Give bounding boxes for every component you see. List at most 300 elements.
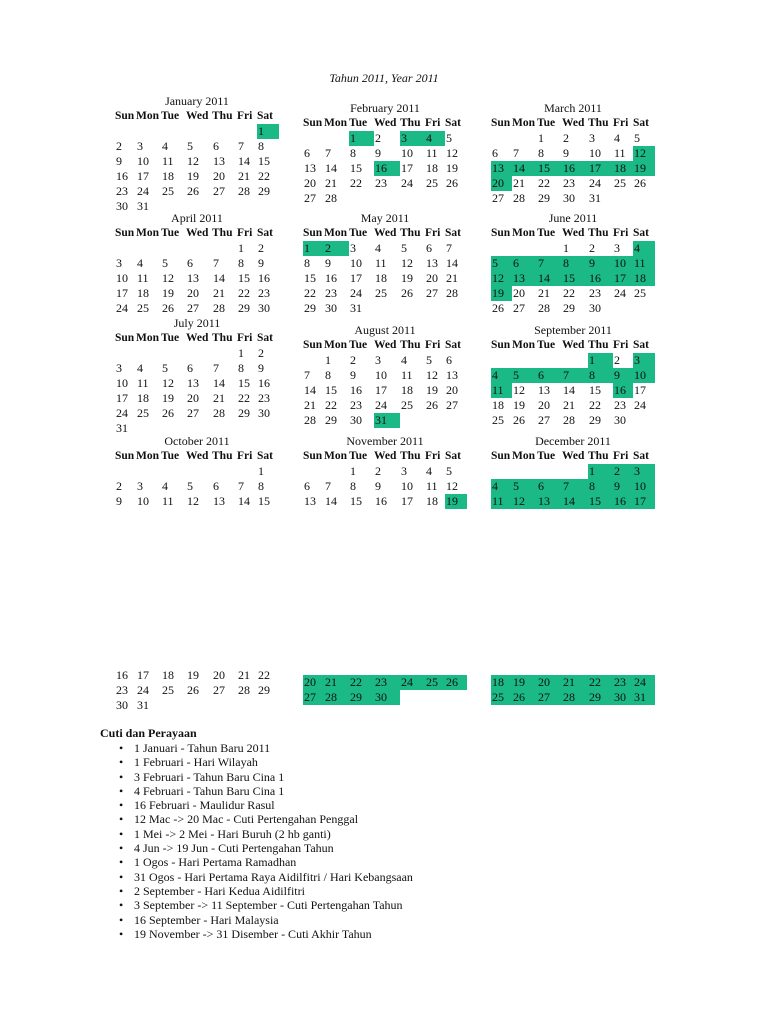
day-cell: 23 xyxy=(116,184,128,198)
day-cell: 10 xyxy=(375,368,387,382)
day-cell: 24 xyxy=(634,398,646,412)
week-row xyxy=(303,383,467,398)
empty-cell xyxy=(491,131,512,146)
week-row xyxy=(491,146,655,161)
day-header: Tue xyxy=(537,117,556,129)
week-row xyxy=(303,191,467,206)
empty-cell xyxy=(161,124,186,139)
day-cell: 26 xyxy=(162,301,174,315)
day-cell: 7 xyxy=(213,361,219,375)
day-cell: 31 xyxy=(589,191,601,205)
day-cell: 3 xyxy=(350,241,356,255)
holiday-day-cell: 25 xyxy=(425,675,445,690)
day-cell: 18 xyxy=(426,494,438,508)
day-cell: 15 xyxy=(350,494,362,508)
day-header: Sun xyxy=(115,332,135,344)
day-cell: 20 xyxy=(187,391,199,405)
month-calendar xyxy=(491,323,655,428)
day-header: Wed xyxy=(186,110,209,122)
holiday-day-cell: 11 xyxy=(491,383,512,398)
week-row xyxy=(303,479,467,494)
empty-cell xyxy=(562,353,588,368)
empty-cell xyxy=(400,191,425,206)
week-row xyxy=(491,494,655,509)
day-header: Wed xyxy=(562,227,585,239)
day-cell: 31 xyxy=(137,698,149,712)
day-cell: 10 xyxy=(401,479,413,493)
day-header: Tue xyxy=(161,332,180,344)
week-row xyxy=(115,698,279,713)
day-cell: 11 xyxy=(137,271,149,285)
day-cell: 16 xyxy=(258,271,270,285)
day-cell: 20 xyxy=(213,668,225,682)
day-cell: 7 xyxy=(238,139,244,153)
day-cell: 3 xyxy=(589,131,595,145)
day-cell: 24 xyxy=(375,398,387,412)
empty-cell xyxy=(491,464,512,479)
holiday-day-cell: 7 xyxy=(562,368,588,383)
day-header: Sat xyxy=(445,227,461,239)
holiday-item-text: 3 Februari - Tahun Baru Cina 1 xyxy=(134,769,285,784)
bullet-icon: • xyxy=(119,855,124,870)
day-header: Sat xyxy=(257,450,273,462)
day-cell: 10 xyxy=(401,146,413,160)
day-cell: 5 xyxy=(446,464,452,478)
day-cell: 4 xyxy=(137,361,143,375)
day-cell: 22 xyxy=(258,668,270,682)
day-cell: 22 xyxy=(589,398,601,412)
day-header: Tue xyxy=(349,227,368,239)
empty-cell xyxy=(349,191,374,206)
holiday-day-cell: 28 xyxy=(562,690,588,705)
day-cell: 19 xyxy=(513,398,525,412)
week-row xyxy=(491,464,655,479)
day-cell: 17 xyxy=(116,391,128,405)
day-cell: 8 xyxy=(350,479,356,493)
holiday-day-cell: 20 xyxy=(303,675,324,690)
day-cell: 26 xyxy=(492,301,504,315)
day-cell: 28 xyxy=(238,683,250,697)
week-row xyxy=(491,256,655,271)
bullet-icon: • xyxy=(119,769,124,784)
day-cell: 16 xyxy=(350,383,362,397)
holiday-day-cell: 7 xyxy=(562,479,588,494)
week-row xyxy=(303,690,467,705)
day-cell: 25 xyxy=(401,398,413,412)
day-cell: 22 xyxy=(325,398,337,412)
day-cell: 4 xyxy=(162,479,168,493)
day-header: Thu xyxy=(588,339,609,351)
day-cell: 9 xyxy=(116,154,122,168)
day-cell: 4 xyxy=(162,139,168,153)
day-cell: 5 xyxy=(162,361,168,375)
empty-cell xyxy=(537,353,562,368)
holiday-day-cell: 30 xyxy=(613,690,633,705)
day-cell: 14 xyxy=(325,494,337,508)
day-cell: 14 xyxy=(563,383,575,397)
week-row xyxy=(115,286,279,301)
holiday-day-cell: 19 xyxy=(445,494,467,509)
day-cell: 5 xyxy=(162,256,168,270)
empty-cell xyxy=(115,464,136,479)
day-cell: 26 xyxy=(187,184,199,198)
holiday-day-cell: 21 xyxy=(562,675,588,690)
day-cell: 14 xyxy=(238,494,250,508)
day-cell: 26 xyxy=(446,176,458,190)
holiday-day-cell: 27 xyxy=(537,690,562,705)
day-cell: 7 xyxy=(325,146,331,160)
day-cell: 25 xyxy=(137,406,149,420)
week-row xyxy=(491,271,655,286)
day-cell: 4 xyxy=(614,131,620,145)
day-cell: 3 xyxy=(614,241,620,255)
empty-cell xyxy=(400,690,425,705)
day-cell: 3 xyxy=(137,139,143,153)
day-cell: 16 xyxy=(116,169,128,183)
empty-cell xyxy=(613,191,633,206)
day-header: Fri xyxy=(237,450,253,462)
month-title: June 2011 xyxy=(548,211,598,225)
month-title: January 2011 xyxy=(165,94,229,108)
holiday-item xyxy=(100,841,520,855)
day-cell: 27 xyxy=(187,406,199,420)
holiday-day-cell: 15 xyxy=(562,271,588,286)
day-cell: 15 xyxy=(258,494,270,508)
day-cell: 8 xyxy=(238,256,244,270)
day-header: Thu xyxy=(400,339,421,351)
week-row xyxy=(491,191,655,206)
holiday-item xyxy=(100,898,520,912)
day-cell: 18 xyxy=(162,169,174,183)
holiday-day-cell: 13 xyxy=(537,494,562,509)
holiday-day-cell: 14 xyxy=(512,161,537,176)
empty-cell xyxy=(136,464,161,479)
day-cell: 11 xyxy=(614,146,626,160)
day-header: Sat xyxy=(257,110,273,122)
day-cell: 28 xyxy=(238,184,250,198)
empty-cell xyxy=(186,346,212,361)
day-cell: 8 xyxy=(258,139,264,153)
day-cell: 7 xyxy=(304,368,310,382)
month-title: March 2011 xyxy=(544,101,602,115)
day-cell: 28 xyxy=(446,286,458,300)
day-cell: 30 xyxy=(325,301,337,315)
day-cell: 8 xyxy=(538,146,544,160)
week-row xyxy=(115,241,279,256)
holiday-day-cell: 4 xyxy=(633,241,655,256)
holiday-day-cell: 4 xyxy=(425,131,445,146)
day-header: Thu xyxy=(588,450,609,462)
day-cell: 20 xyxy=(426,271,438,285)
holiday-day-cell: 12 xyxy=(633,146,655,161)
day-cell: 23 xyxy=(116,683,128,697)
day-header: Tue xyxy=(349,450,368,462)
day-cell: 7 xyxy=(213,256,219,270)
week-row xyxy=(491,675,655,690)
empty-cell xyxy=(237,464,257,479)
holiday-day-cell: 15 xyxy=(588,494,613,509)
day-cell: 25 xyxy=(375,286,387,300)
day-cell: 20 xyxy=(213,169,225,183)
holiday-day-cell: 12 xyxy=(491,271,512,286)
holiday-item xyxy=(100,784,520,798)
day-cell: 2 xyxy=(258,241,264,255)
empty-cell xyxy=(186,464,212,479)
day-cell: 14 xyxy=(238,154,250,168)
day-cell: 9 xyxy=(325,256,331,270)
holiday-day-cell: 8 xyxy=(588,368,613,383)
bullet-icon: • xyxy=(119,755,124,770)
holiday-item-text: 16 Februari - Maulidur Rasul xyxy=(134,798,275,813)
day-header: Mon xyxy=(512,450,535,462)
day-cell: 14 xyxy=(213,271,225,285)
day-header: Mon xyxy=(324,450,347,462)
day-cell: 22 xyxy=(238,391,250,405)
holiday-item-text: 4 Februari - Tahun Baru Cina 1 xyxy=(134,783,285,798)
month-calendar xyxy=(303,434,467,509)
day-header: Mon xyxy=(324,339,347,351)
day-cell: 24 xyxy=(401,176,413,190)
holiday-day-cell: 9 xyxy=(613,368,633,383)
day-cell: 19 xyxy=(426,383,438,397)
day-cell: 21 xyxy=(563,398,575,412)
holiday-day-cell: 18 xyxy=(613,161,633,176)
holiday-day-cell: 23 xyxy=(613,675,633,690)
day-cell: 8 xyxy=(304,256,310,270)
day-cell: 18 xyxy=(137,391,149,405)
empty-cell xyxy=(212,698,237,713)
empty-cell xyxy=(425,413,445,428)
holiday-item-text: 19 November -> 31 Disember - Cuti Akhir Tahun xyxy=(134,926,372,941)
day-header: Tue xyxy=(537,339,556,351)
day-cell: 13 xyxy=(187,271,199,285)
page-title: Tahun 2011, Year 2011 xyxy=(329,71,439,85)
bullet-icon: • xyxy=(119,741,124,755)
week-row xyxy=(115,668,279,683)
day-header: Sat xyxy=(633,227,649,239)
day-cell: 26 xyxy=(162,406,174,420)
holiday-day-cell: 10 xyxy=(633,479,655,494)
day-cell: 22 xyxy=(238,286,250,300)
empty-cell xyxy=(633,301,655,316)
day-header: Wed xyxy=(374,450,397,462)
day-header: Fri xyxy=(613,227,629,239)
holiday-day-cell: 5 xyxy=(512,368,537,383)
day-cell: 8 xyxy=(238,361,244,375)
day-cell: 13 xyxy=(426,256,438,270)
empty-cell xyxy=(237,698,257,713)
day-cell: 30 xyxy=(563,191,575,205)
holiday-day-cell: 18 xyxy=(491,675,512,690)
holiday-items xyxy=(100,741,520,941)
day-cell: 30 xyxy=(350,413,362,427)
week-row xyxy=(491,690,655,705)
week-row xyxy=(115,683,279,698)
month-title: April 2011 xyxy=(171,211,223,225)
empty-cell xyxy=(324,131,349,146)
holiday-item-text: 2 September - Hari Kedua Aidilfitri xyxy=(134,883,305,898)
holiday-day-cell: 1 xyxy=(588,353,613,368)
day-cell: 6 xyxy=(426,241,432,255)
day-header: Mon xyxy=(324,227,347,239)
day-header: Sun xyxy=(115,110,135,122)
day-cell: 22 xyxy=(304,286,316,300)
empty-cell xyxy=(374,191,400,206)
holiday-day-cell: 16 xyxy=(562,161,588,176)
day-cell: 26 xyxy=(426,398,438,412)
day-cell: 28 xyxy=(538,301,550,315)
day-cell: 24 xyxy=(137,683,149,697)
day-cell: 5 xyxy=(446,131,452,145)
day-header: Fri xyxy=(425,339,441,351)
empty-cell xyxy=(237,124,257,139)
holiday-day-cell: 1 xyxy=(588,464,613,479)
day-cell: 21 xyxy=(213,286,225,300)
day-cell: 22 xyxy=(258,169,270,183)
day-cell: 24 xyxy=(137,184,149,198)
day-cell: 2 xyxy=(563,131,569,145)
day-cell: 9 xyxy=(258,256,264,270)
day-header: Mon xyxy=(324,117,347,129)
day-header: Thu xyxy=(588,117,609,129)
empty-cell xyxy=(374,301,400,316)
week-row xyxy=(303,368,467,383)
day-cell: 18 xyxy=(137,286,149,300)
bullet-icon: • xyxy=(119,926,124,941)
day-cell: 21 xyxy=(325,176,337,190)
holiday-day-cell: 28 xyxy=(324,690,349,705)
day-cell: 27 xyxy=(213,184,225,198)
day-cell: 4 xyxy=(401,353,407,367)
day-cell: 29 xyxy=(325,413,337,427)
empty-cell xyxy=(400,301,425,316)
day-cell: 26 xyxy=(401,286,413,300)
holiday-day-cell: 31 xyxy=(633,690,655,705)
day-header: Sun xyxy=(115,450,135,462)
day-cell: 25 xyxy=(162,683,174,697)
holiday-day-cell: 2 xyxy=(613,464,633,479)
day-cell: 27 xyxy=(492,191,504,205)
day-cell: 8 xyxy=(350,146,356,160)
week-row xyxy=(115,406,279,421)
day-header: Wed xyxy=(562,450,585,462)
day-cell: 17 xyxy=(634,383,646,397)
day-cell: 1 xyxy=(350,464,356,478)
holiday-day-cell: 8 xyxy=(588,479,613,494)
day-cell: 21 xyxy=(238,169,250,183)
day-cell: 4 xyxy=(137,256,143,270)
week-row xyxy=(491,131,655,146)
day-cell: 3 xyxy=(137,479,143,493)
day-header: Fri xyxy=(613,339,629,351)
week-row xyxy=(491,479,655,494)
day-cell: 29 xyxy=(258,184,270,198)
holiday-day-cell: 25 xyxy=(491,690,512,705)
day-header: Fri xyxy=(237,110,253,122)
empty-cell xyxy=(186,124,212,139)
day-cell: 7 xyxy=(446,241,452,255)
day-cell: 25 xyxy=(137,301,149,315)
empty-cell xyxy=(161,241,186,256)
day-cell: 9 xyxy=(563,146,569,160)
day-cell: 19 xyxy=(401,271,413,285)
holiday-item-text: 4 Jun -> 19 Jun - Cuti Pertengahan Tahun xyxy=(134,841,334,856)
day-cell: 10 xyxy=(116,376,128,390)
day-cell: 9 xyxy=(375,146,381,160)
day-cell: 2 xyxy=(350,353,356,367)
day-cell: 14 xyxy=(213,376,225,390)
day-cell: 16 xyxy=(258,376,270,390)
bullet-icon: • xyxy=(119,812,124,827)
holiday-day-cell: 12 xyxy=(512,494,537,509)
day-cell: 23 xyxy=(350,398,362,412)
empty-cell xyxy=(445,191,467,206)
week-row xyxy=(115,169,279,184)
holiday-day-cell: 11 xyxy=(633,256,655,271)
day-cell: 9 xyxy=(350,368,356,382)
holiday-day-cell: 10 xyxy=(613,256,633,271)
month-calendar xyxy=(303,101,467,206)
day-cell: 12 xyxy=(162,376,174,390)
holiday-day-cell: 17 xyxy=(613,271,633,286)
day-cell: 16 xyxy=(325,271,337,285)
holiday-item xyxy=(100,812,520,826)
empty-cell xyxy=(445,413,467,428)
holiday-item-text: 16 September - Hari Malaysia xyxy=(134,912,279,927)
holiday-day-cell: 8 xyxy=(562,256,588,271)
day-header: Wed xyxy=(562,339,585,351)
day-cell: 13 xyxy=(304,161,316,175)
bullet-icon: • xyxy=(119,798,124,813)
day-header: Wed xyxy=(186,450,209,462)
empty-cell xyxy=(212,124,237,139)
week-row xyxy=(115,391,279,406)
empty-cell xyxy=(303,131,324,146)
week-row xyxy=(303,413,467,428)
day-cell: 13 xyxy=(446,368,458,382)
bullet-icon: • xyxy=(119,869,124,884)
holiday-day-cell: 19 xyxy=(512,675,537,690)
day-header: Thu xyxy=(400,117,421,129)
day-cell: 17 xyxy=(137,668,149,682)
day-header: Sun xyxy=(491,339,511,351)
week-row xyxy=(115,346,279,361)
holiday-item xyxy=(100,855,520,869)
day-header: Sat xyxy=(633,117,649,129)
day-cell: 28 xyxy=(563,413,575,427)
day-cell: 22 xyxy=(538,176,550,190)
day-cell: 20 xyxy=(538,398,550,412)
day-cell: 5 xyxy=(401,241,407,255)
day-cell: 1 xyxy=(325,353,331,367)
day-cell: 15 xyxy=(258,154,270,168)
day-cell: 11 xyxy=(137,376,149,390)
empty-cell xyxy=(136,346,161,361)
day-cell: 2 xyxy=(116,139,122,153)
week-row xyxy=(491,383,655,398)
day-cell: 21 xyxy=(238,668,250,682)
day-header: Sun xyxy=(303,339,323,351)
holiday-item xyxy=(100,770,520,784)
holiday-day-cell: 20 xyxy=(537,675,562,690)
week-row xyxy=(491,286,655,301)
day-cell: 13 xyxy=(213,494,225,508)
empty-cell xyxy=(537,241,562,256)
week-row xyxy=(491,241,655,256)
day-cell: 11 xyxy=(426,146,438,160)
empty-cell xyxy=(186,698,212,713)
week-row xyxy=(491,398,655,413)
